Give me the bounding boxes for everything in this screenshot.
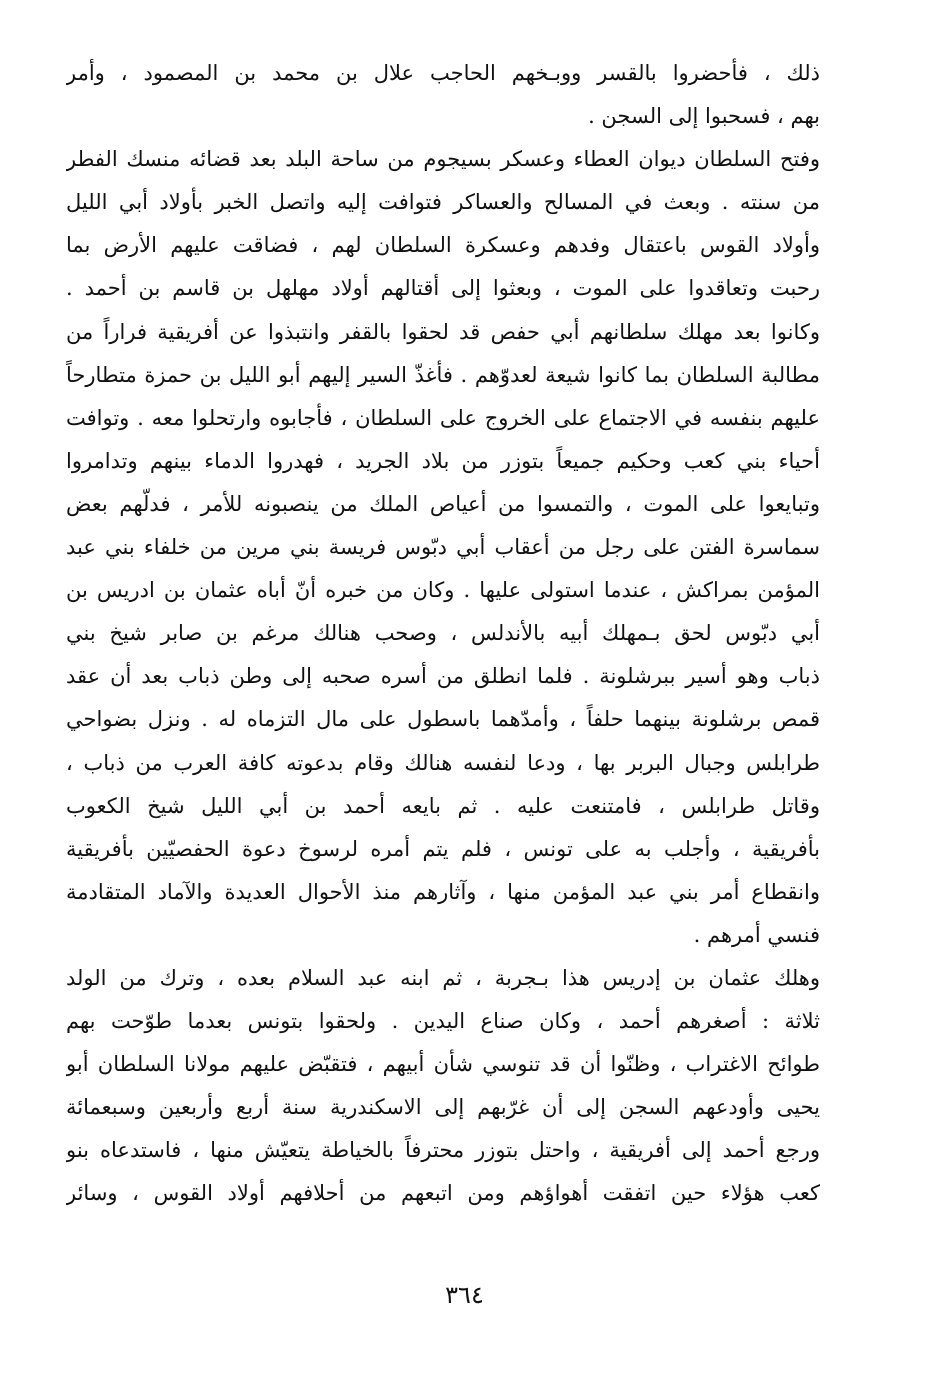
text-line-21: فنسي أمرهم . <box>693 922 820 947</box>
text-line-18: وقاتل طرابلس ، فامتنعت عليه . ثم بايعه أحمد بن أبي الليل شيخ الكعوب <box>66 793 820 818</box>
text-line-14: أبي دبّوس لحق بـمهلك أبيه بالأندلس ، وصحب هنالك مرغم بن صابر شيخ بني <box>66 621 820 646</box>
text-line-16: قمص برشلونة بينهما حلفاً ، وأمدّهما باسطول على مال التزماه له . ونزل بضواحي <box>66 707 820 732</box>
text-line-10: أحياء بني كعب وحكيم جميعاً بتوزر من بلاد الجريد ، فهدروا الدماء بينهم وتدامروا <box>66 448 820 473</box>
text-line-3: وفتح السلطان ديوان العطاء وعسكر بسيجوم من ساحة البلد بعد قضائه منسك الفطر <box>66 147 820 172</box>
page-body <box>66 52 820 1216</box>
text-line-1: ذلك ، فأحضروا بالقسر ووبـخهم الحاجب علال بن محمد بن المصمود ، وأمر <box>66 61 820 85</box>
text-line-15: ذباب وهو أسير ببرشلونة . فلما انطلق من أسره صحبه إلى وطن ذباب بعد أن عقد <box>66 664 820 689</box>
text-line-8: مطالبة السلطان بما كانوا شيعة لعدوّهم . فأغذّ السير إليهم أبو الليل بن حمزة متطارحاً <box>66 362 820 387</box>
text-line-24: طوائح الاغتراب ، وظنّوا أن قد تنوسي شأن أبيهم ، فتقبّض عليهم مولانا السلطان أبو <box>66 1052 820 1077</box>
text-line-7: وكانوا بعد مهلك سلطانهم أبي حفص قد لحقوا بالقفر وانتبذوا عن أفريقية فراراً من <box>66 319 820 344</box>
text-line-20: وانقطاع أمر بني عبد المؤمن منها ، وآثارهم منذ الأحوال العديدة والآماد المتقادمة <box>66 879 820 904</box>
page-number: ٣٦٤ <box>445 1281 484 1309</box>
text-line-5: وأولاد القوس باعتقال وفدهم وعسكرة السلطان لهم ، فضاقت عليهم الأرض بما <box>66 233 820 258</box>
text-line-17: طرابلس وجبال البربر بها ، ودعا لنفسه هنالك وقام بدعوته كافة العرب من ذباب ، <box>66 750 820 775</box>
text-line-26: ورجع أحمد إلى أفريقية ، واحتل بتوزر محترفاً بالخياطة يتعيّش منها ، فاستدعاه بنو <box>66 1138 820 1163</box>
text-line-6: رحبت وتعاقدوا على الموت ، وبعثوا إلى أقتالهم أولاد مهلهل بن قاسم بن أحمد . <box>66 276 820 301</box>
text-line-25: يحيى وأودعهم السجن إلى أن غرّبهم إلى الاسكندرية سنة أربع وأربعين وسبعمائة <box>66 1095 820 1120</box>
text-line-13: المؤمن بمراكش ، عندما استولى عليها . وكان من خبره أنّ أباه عثمان بن ادريس بن <box>66 578 820 603</box>
text-line-2: بهم ، فسحبوا إلى السجن . <box>588 104 820 129</box>
text-line-4: من سنته . وبعث في المسالح والعساكر فتوافت إليه واتصل الخبر بأولاد أبي الليل <box>66 190 820 215</box>
text-line-12: سماسرة الفتن على رجل من أعقاب أبي دبّوس فريسة بني مرين من خلفاء بني عبد <box>66 535 820 560</box>
text-line-11: وتبايعوا على الموت ، والتمسوا من أعياص الملك من ينصبونه للأمر ، فدلّهم بعض <box>66 491 820 516</box>
text-line-9: عليهم بنفسه في الاجتماع على الخروج على السلطان ، فأجابوه وارتحلوا معه . وتوافت <box>66 405 820 430</box>
text-line-27: كعب هؤلاء حين اتفقت أهواؤهم ومن اتبعهم من أحلافهم أولاد القوس ، وسائر <box>66 1181 820 1206</box>
text-line-22: وهلك عثمان بن إدريس هذا بـجربة ، ثم ابنه عبد السلام بعده ، وترك من الولد <box>66 965 820 990</box>
text-line-23: ثلاثة : أصغرهم أحمد ، وكان صناع اليدين . ولحقوا بتونس بعدما طوّحت بهم <box>66 1009 820 1034</box>
text-line-19: بأفريقية ، وأجلب به على تونس ، فلم يتم أمره لرسوخ دعوة الحفصيّين بأفريقية <box>66 836 820 861</box>
